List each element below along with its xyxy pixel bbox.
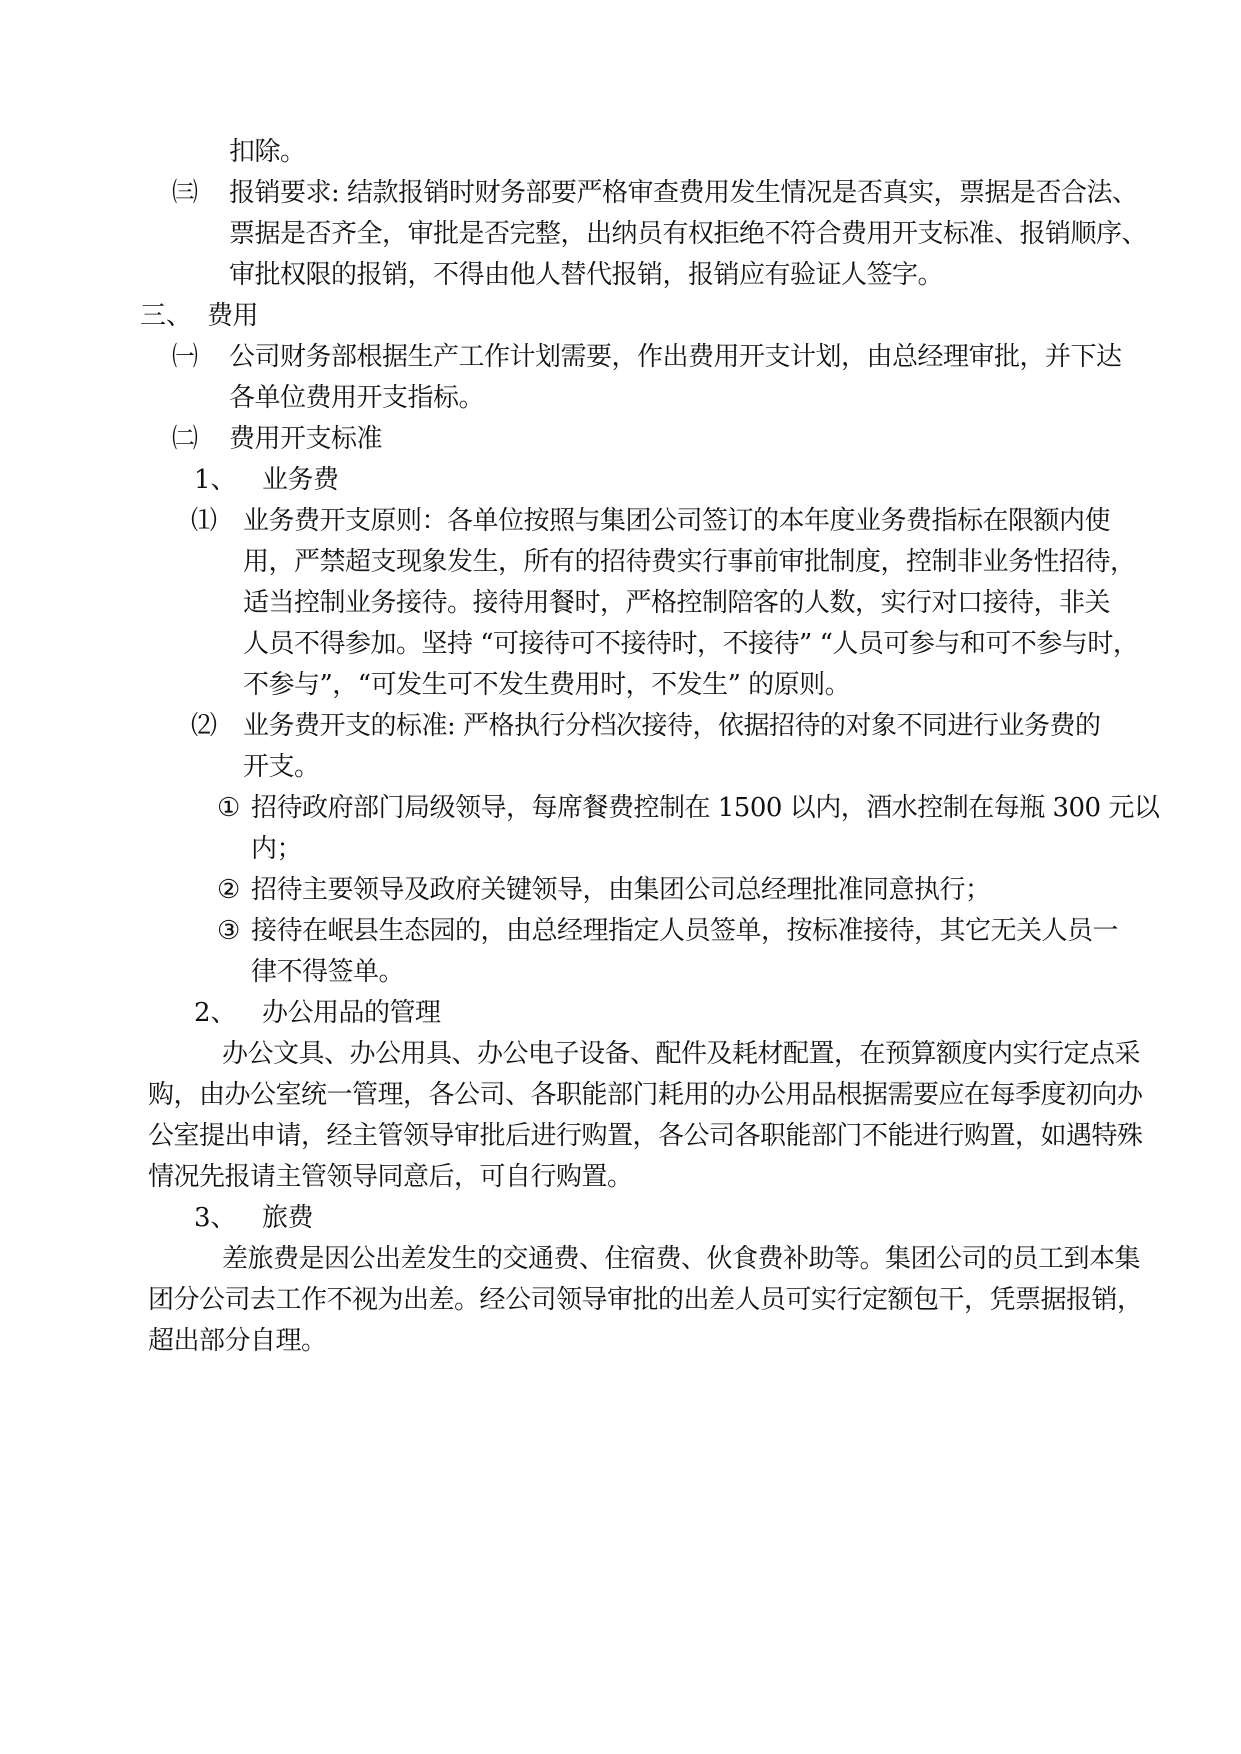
text-line: 票据是否齐全，审批是否完整，出纳员有权拒绝不符合费用开支标准、报销顺序、	[229, 219, 1148, 249]
paragraph-line: 办公文具、办公用具、办公电子设备、配件及耗材配置，在预算额度内实行定点采	[222, 1039, 1141, 1069]
paragraph-line: 购，由办公室统一管理，各公司、各职能部门耗用的办公用品根据需要应在每季度初向办	[148, 1080, 1143, 1110]
text-line: 用，严禁超支现象发生，所有的招待费实行事前审批制度，控制非业务性招待，	[243, 547, 1136, 577]
text-line: 业务费开支的标准: 严格执行分档次接待，依据招待的对象不同进行业务费的	[243, 711, 1101, 741]
item-number: 3、	[194, 1203, 237, 1233]
text-line: 报销要求: 结款报销时财务部要严格审查费用发生情况是否真实，票据是否合法、	[229, 178, 1138, 208]
list-marker: ①	[217, 793, 241, 823]
paragraph-line: 差旅费是因公出差发生的交通费、住宿费、伙食费补助等。集团公司的员工到本集	[222, 1244, 1141, 1274]
text-line: 招待政府部门局级领导，每席餐费控制在 1500 以内，酒水控制在每瓶 300 元以	[251, 793, 1160, 823]
section-number: 三、	[140, 301, 193, 331]
item-heading: 业务费	[262, 465, 339, 495]
item-heading: 旅费	[262, 1203, 314, 1233]
item-number: 2、	[194, 998, 237, 1028]
item-heading: 办公用品的管理	[262, 998, 441, 1028]
text-line: 开支。	[243, 752, 320, 782]
paragraph-line: 超出部分自理。	[148, 1326, 327, 1356]
list-marker: ㈢	[172, 178, 199, 208]
text-line: 审批权限的报销，不得由他人替代报销，报销应有验证人签字。	[229, 260, 944, 290]
text-line: 接待在岷县生态园的，由总经理指定人员签单，按标准接待，其它无关人员一	[251, 916, 1119, 946]
text-line: 业务费开支原则：各单位按照与集团公司签订的本年度业务费指标在限额内使	[243, 506, 1111, 536]
list-marker: ㈡	[172, 424, 199, 454]
list-marker: ㈠	[172, 342, 199, 372]
paragraph-line: 情况先报请主管领导同意后，可自行购置。	[148, 1162, 633, 1192]
item-number: 1、	[194, 465, 237, 495]
paragraph-line: 团分公司去工作不视为出差。经公司领导审批的出差人员可实行定额包干，凭票据报销，	[148, 1285, 1143, 1315]
text-line: 适当控制业务接待。接待用餐时，严格控制陪客的人数，实行对口接待，非关	[243, 588, 1111, 618]
subsection-heading: 费用开支标准	[229, 424, 383, 454]
list-marker: ⑵	[191, 711, 218, 741]
list-marker: ⑴	[191, 506, 218, 536]
text-line: 律不得签单。	[251, 957, 405, 987]
text-line: 内；	[251, 834, 303, 864]
text-line: 公司财务部根据生产工作计划需要，作出费用开支计划，由总经理审批，并下达	[229, 342, 1122, 372]
text-line: 扣除。	[229, 137, 306, 167]
text-line: 各单位费用开支指标。	[229, 383, 485, 413]
text-line: 不参与”，“可发生可不发生费用时，不发生” 的原则。	[243, 670, 851, 700]
list-marker: ②	[217, 875, 241, 905]
paragraph-line: 公室提出申请，经主管领导审批后进行购置，各公司各职能部门不能进行购置，如遇特殊	[148, 1121, 1143, 1151]
list-marker: ③	[217, 916, 241, 946]
section-heading: 费用	[207, 301, 259, 331]
text-line: 招待主要领导及政府关键领导，由集团公司总经理批准同意执行；	[251, 875, 991, 905]
text-line: 人员不得参加。坚持 “可接待可不接待时，不接待” “人员可参与和可不参与时，	[243, 629, 1139, 659]
